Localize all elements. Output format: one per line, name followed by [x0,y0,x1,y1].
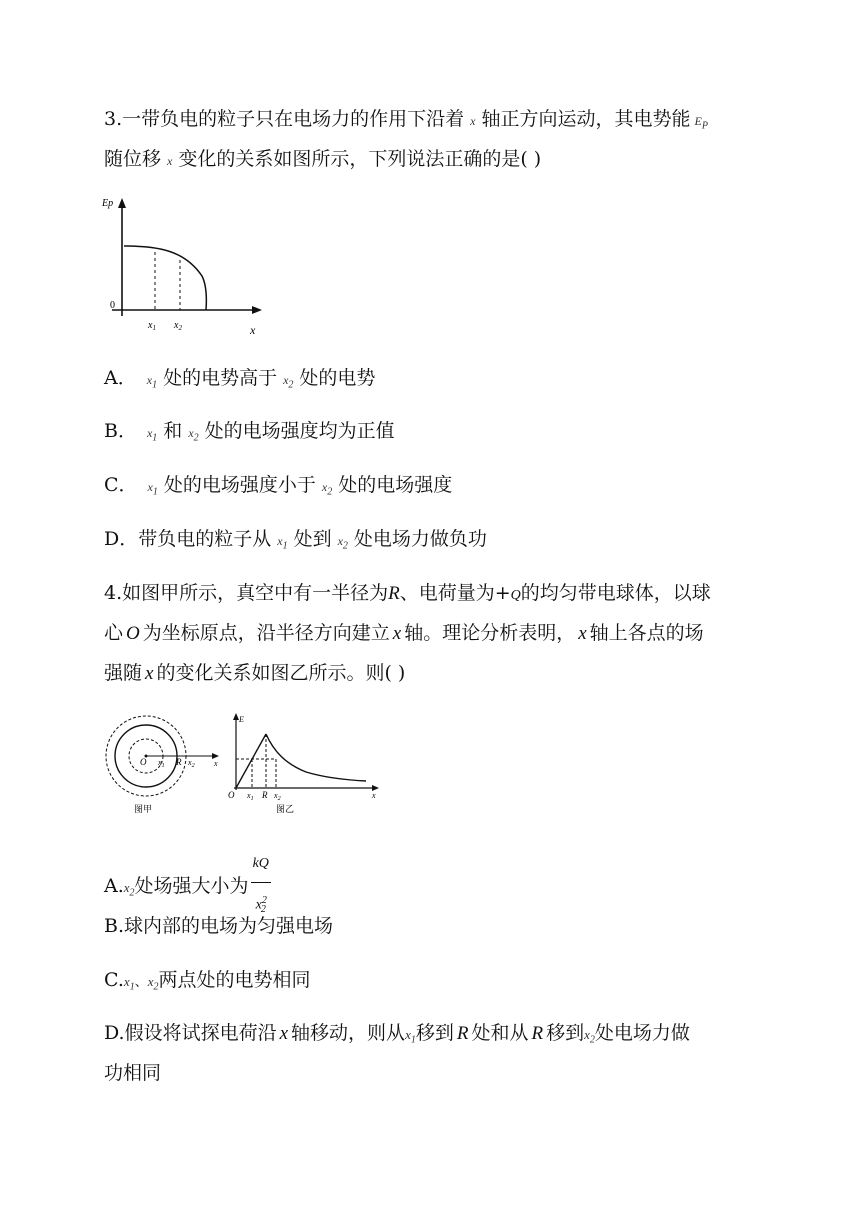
jia-x-axis-label: x [214,759,218,768]
q3-option-a[interactable]: A． $x_1$ 处的电势高于 $x_2$ 处的电势 [104,367,376,391]
q4-stem-line-1: 4.如图甲所示，真空中有一半径为R、电荷量为+Q的均匀带电球体，以球 [104,582,711,604]
q4-figure-jia [104,712,224,816]
jia-R-label: R [176,757,182,767]
q4-stem-line-3: 强随 x 的变化关系如图乙所示。则( ) [104,662,406,684]
q3-option-b[interactable]: B． $x_1$ 和 $x_2$ 处的电场强度均为正值 [104,420,395,444]
jia-x2-label: $x_2$ [188,758,195,769]
q4-option-b[interactable]: B.球内部的电场为匀强电场 [104,915,334,937]
yi-E-label: E [239,715,244,724]
q4-stem-line-2: 心 O 为坐标原点，沿半径方向建立 x 轴。理论分析表明， x 轴上各点的场 [104,622,704,644]
q3-stem-line-1: 3.一带负电的粒子只在电场力的作用下沿着 x 轴正方向运动，其电势能 $E_P$ [104,108,708,132]
q4-option-d-line-2: 功相同 [104,1062,162,1084]
fig-yi-caption: 图乙 [276,804,295,814]
jia-origin-label: O [140,757,147,767]
q3-x1-label: $x_1$ [148,320,156,332]
q3-y-axis-label: Ep [102,198,114,209]
q4-figure-yi [226,712,386,816]
q4-option-a[interactable]: $A.x_2$处场强大小为 $\frac{kQ}{x^2_2}$ [104,846,271,928]
yi-x2-label: $x_2$ [274,791,281,802]
q3-option-c[interactable]: C． $x_1$ 处的电场强度小于 $x_2$ 处的电场强度 [104,474,453,498]
q3-option-d[interactable]: D．带负电的粒子从 $x_1$ 处到 $x_2$ 处电场力做负功 [104,528,487,552]
q3-x2-label: $x_2$ [174,320,182,332]
q4-option-d[interactable]: D.假设将试探电荷沿 x 轴移动，则从$x_1$移到 R 处和从 R 移到$x_2$处电场力做 [104,1022,690,1046]
q4-option-a-fraction: $\frac{kQ}{x^2_2}$ [251,846,271,928]
yi-origin-label: O [228,790,235,800]
q3-x-axis-label: x [250,323,256,337]
yi-x-axis-label: x [372,791,376,800]
q4-option-c[interactable]: $C.x_1$、$x_2$两点处的电势相同 [104,969,311,993]
jia-x1-label: $x_1$ [158,758,165,769]
yi-x1-label: $x_1$ [247,791,254,802]
q3-origin-label: 0 [110,300,115,311]
fig-jia-caption: 图甲 [134,804,153,814]
yi-R-label: R [262,790,268,800]
q3-stem-line-2: 随位移 x 变化的关系如图所示，下列说法正确的是( ) [104,148,542,170]
q3-ep-x-graph [100,196,270,342]
